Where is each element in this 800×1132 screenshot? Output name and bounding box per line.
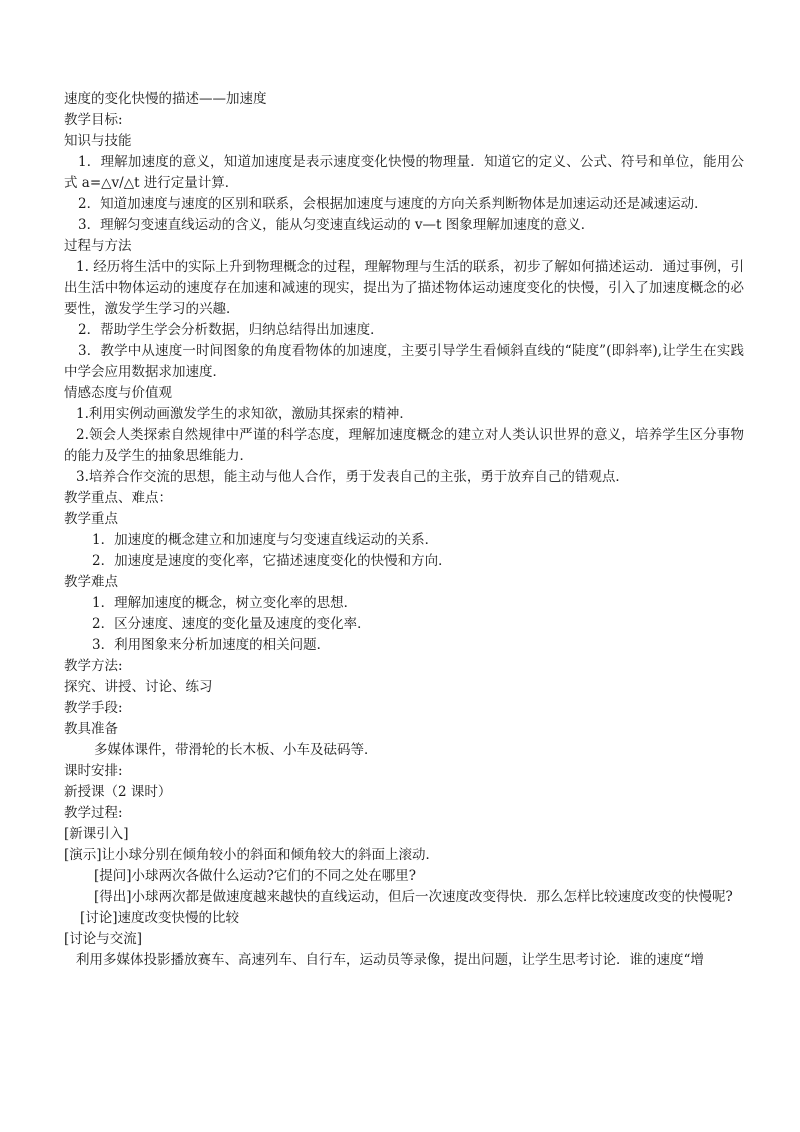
emotion-heading: 情感态度与价值观	[64, 385, 172, 401]
schedule-heading: 课时安排:	[64, 763, 123, 779]
key-item-2: 2．加速度是速度的变化率，它描述速度变化的快慢和方向．	[92, 553, 452, 569]
process-item-1: 1. 经历将生活中的实际上升到物理概念的过程，理解物理与生活的联系，初步了解如何描述运动．通过事例，引出生活中物体运动的速度存在加速和减速的现实，提出为了描述物体运动速度变化的快慢，引入了加速度概念的必要性，激发学生学习的兴趣．	[64, 259, 744, 317]
key-heading: 教学重点	[64, 511, 118, 527]
key-item-1: 1．加速度的概念建立和加速度与匀变速直线运动的关系．	[92, 532, 439, 548]
emotion-item-3: 3.培养合作交流的思想，能主动与他人合作，勇于发表自己的主张，勇于放弃自己的错观点．	[76, 469, 629, 485]
emotion-item-2: 2.领会人类探索自然规律中严谨的科学态度，理解加速度概念的建立对人类认识世界的意义，培养学生区分事物的能力及学生的抽象思维能力．	[64, 427, 744, 464]
procedure-result: [得出]小球两次都是做速度越来越快的直线运动，但后一次速度改变得快．那么怎样比较速度改变的快慢呢?	[94, 889, 733, 905]
process-heading: 过程与方法	[64, 238, 132, 254]
knowledge-item-3: 3．理解匀变速直线运动的含义，能从匀变速直线运动的 v—t 图象理解加速度的意义．	[78, 217, 595, 233]
procedure-heading: 教学过程:	[64, 805, 123, 821]
doc-title: 速度的变化快慢的描述——加速度	[64, 91, 267, 107]
means-heading: 教学手段:	[64, 700, 123, 716]
difficult-heading: 教学难点	[64, 574, 118, 590]
focus-heading: 教学重点、难点：	[64, 490, 172, 506]
emotion-item-1: 1.利用实例动画激发学生的求知欲，激励其探索的精神．	[76, 406, 413, 422]
procedure-question: [提问]小球两次各做什么运动?它们的不同之处在哪里?	[94, 868, 417, 884]
methods-heading: 教学方法:	[64, 658, 123, 674]
document-body	[64, 89, 744, 971]
knowledge-heading: 知识与技能	[64, 133, 132, 149]
objectives-heading: 教学目标:	[64, 112, 123, 128]
difficult-item-2: 2．区分速度、速度的变化量及速度的变化率．	[92, 616, 371, 632]
procedure-discuss: [讨论]速度改变快慢的比较	[80, 910, 240, 926]
knowledge-item-2: 2．知道加速度与速度的区别和联系，会根据加速度与速度的方向关系判断物体是加速运动还是减速运动．	[78, 196, 708, 212]
means-text: 多媒体课件，带滑轮的长木板、小车及砝码等．	[94, 742, 378, 758]
knowledge-item-1: 1．理解加速度的意义，知道加速度是表示速度变化快慢的物理量．知道它的定义、公式、符号和单位，能用公式 a=△v/△t 进行定量计算．	[64, 154, 744, 191]
methods-text: 探究、讲授、讨论、练习	[64, 679, 213, 695]
procedure-discuss-exchange: [讨论与交流]	[64, 931, 143, 947]
means-sub-heading: 教具准备	[64, 721, 118, 737]
procedure-demo: [演示]让小球分别在倾角较小的斜面和倾角较大的斜面上滚动．	[64, 847, 440, 863]
process-item-3: 3．教学中从速度一时间图象的角度看物体的加速度，主要引导学生看倾斜直线的“陡度”(即斜率),让学生在实践中学会应用数据求加速度．	[64, 343, 744, 380]
procedure-intro: [新课引入]	[64, 826, 129, 842]
schedule-text: 新授课（2 课时）	[64, 784, 172, 800]
procedure-last: 利用多媒体投影播放赛车、高速列车、自行车，运动员等录像，提出问题，让学生思考讨论．谁的速度“增	[76, 952, 704, 968]
difficult-item-3: 3．利用图象来分析加速度的相关问题．	[92, 637, 331, 653]
process-item-2: 2．帮助学生学会分析数据，归纳总结得出加速度．	[78, 322, 384, 338]
difficult-item-1: 1．理解加速度的概念，树立变化率的思想．	[92, 595, 358, 611]
